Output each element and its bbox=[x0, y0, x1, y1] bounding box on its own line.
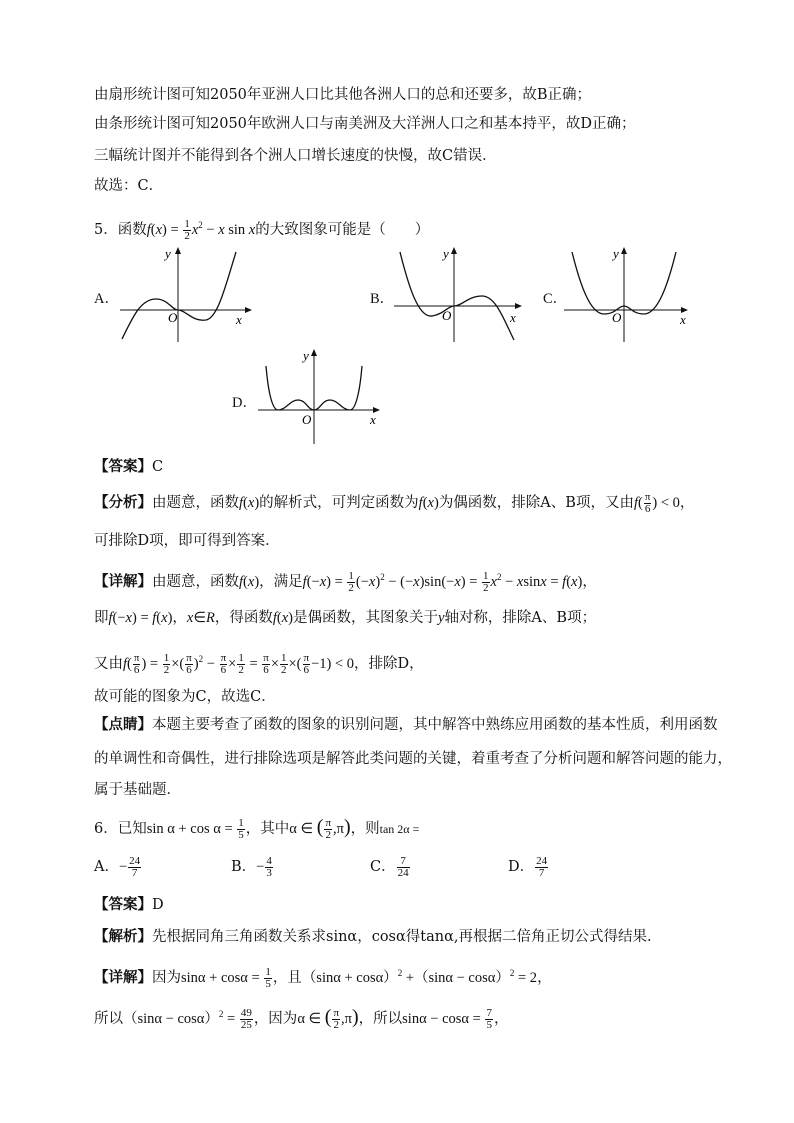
option-b-label: B． bbox=[370, 291, 395, 307]
graph-d-x-label: x bbox=[370, 412, 376, 427]
graph-a-y-label: y bbox=[165, 246, 171, 261]
intro-line-4: 故选：C． bbox=[94, 178, 164, 194]
graph-d-y-label: y bbox=[303, 348, 309, 363]
graph-c-x-label: x bbox=[680, 312, 686, 327]
graph-a bbox=[118, 244, 258, 344]
graph-b bbox=[392, 244, 532, 344]
q6-detail-1: 【详解】因为sinα + cosα = $\frac{1}{5}$ ，且$(\sin\alpha + \cos\alpha)^2 +(\sin\alpha - \cos\alpha)^2 = 2$， bbox=[94, 966, 552, 990]
q6-answer: 【答案】D bbox=[94, 897, 164, 913]
q6-option-a: A．− $\frac{24}{7}$ bbox=[94, 855, 141, 880]
q5-detail-4: 故可能的图象为C，故选C． bbox=[94, 689, 276, 705]
graph-b-y-label: y bbox=[443, 246, 449, 261]
question-6-stem: 6．已知sin α + cos α = $\frac{1}{5}$ ，其中α ∈ ( $\frac{\pi}{2}$ ,π)，则tan 2α = bbox=[94, 816, 420, 842]
q5-answer: 【答案】C bbox=[94, 459, 164, 475]
q6-option-b: B．− $\frac{4}{3}$ bbox=[231, 855, 272, 880]
q5-detail-1: 【详解】由题意，函数f(x)，满足f(−x) = $\frac{1}{2}$ $(-x)^2 - (-x)\sin(-x)$ = $\frac{1}{2}$ $x^2 - xsinx = f(x)$， bbox=[94, 570, 597, 594]
graph-c-y-label: y bbox=[613, 246, 619, 261]
option-a-label: A． bbox=[94, 291, 119, 307]
graph-d bbox=[256, 346, 396, 446]
answer-tag: 【答案】 bbox=[94, 459, 152, 475]
q5-analysis: 【分析】由题意，函数f(x)的解析式，可判定函数为f(x)为偶函数，排除A、B项，又由f( $\frac{\pi}{6}$ ) < 0， bbox=[94, 491, 695, 516]
q6-option-d: D． $\frac{24}{7}$ bbox=[508, 855, 548, 880]
q6-analysis: 【解析】先根据同角三角函数关系求sinα，cosα得tanα,再根据二倍角正切公式得结果. bbox=[94, 929, 652, 945]
question-5-stem: 5．函数f(x) = $\frac{1}{2}$ $x^2 - x$ sin x的大致图象可能是（ ） bbox=[94, 218, 430, 242]
q5-detail-3: 又由f( $\frac{\pi}{6}$ ) = $\frac{1}{2}$ ×( $\frac{\pi}{6}$ )$^2$ − $\frac{\pi}{6}$ × $\frac{1}{2}$ = $\frac{\pi}{6}$ × $\frac{1}{2}$ ×( $\frac{\pi}{6}$ −1) < 0，排除D， bbox=[94, 652, 424, 676]
graph-a-origin: O bbox=[168, 310, 178, 325]
q6-option-c: C． $\frac{7}{24}$ bbox=[370, 855, 409, 880]
q5-comment-1: 【点睛】本题主要考查了函数的图象的识别问题，其中解答中熟练应用函数的基本性质，利用函数 bbox=[94, 717, 718, 733]
q5-analysis-cont: 可排除D项，即可得到答案． bbox=[94, 533, 280, 549]
option-c-label: C． bbox=[543, 291, 568, 307]
q6-detail-2: 所以$(\sin\alpha - \cos\alpha)^2$ = $\frac{49}{25}$ ，因为α ∈ ( $\frac{\pi}{2}$ ,π)，所以sinα − cosα = $\frac{7}{5}$ ， bbox=[94, 1005, 509, 1031]
option-d-label: D． bbox=[232, 395, 257, 411]
graph-a-x-label: x bbox=[236, 312, 242, 327]
q6-options bbox=[94, 856, 142, 879]
graph-b-x-label: x bbox=[510, 310, 516, 325]
intro-line-3: 三幅统计图并不能得到各个洲人口增长速度的快慢，故C错误． bbox=[94, 148, 497, 164]
intro-line-2: 由条形统计图可知2050年欧洲人口与南美洲及大洋洲人口之和基本持平，故D正确； bbox=[94, 116, 636, 132]
graph-b-origin: O bbox=[442, 308, 452, 323]
q5-comment-2: 的单调性和奇偶性，进行排除选项是解答此类问题的关键，着重考查了分析问题和解答问题的能力， bbox=[94, 751, 732, 767]
q5-detail-2: 即f(−x) = f(x)，x∈R，得函数f(x)是偶函数，其图象关于y轴对称，排除A、B项； bbox=[94, 610, 597, 626]
graph-c-origin: O bbox=[612, 310, 622, 325]
graph-c bbox=[562, 244, 702, 344]
graph-d-origin: O bbox=[302, 412, 312, 427]
intro-line-1: 由扇形统计图可知2050年亚洲人口比其他各洲人口的总和还要多，故B正确； bbox=[94, 87, 592, 103]
q5-comment-3: 属于基础题． bbox=[94, 782, 181, 798]
